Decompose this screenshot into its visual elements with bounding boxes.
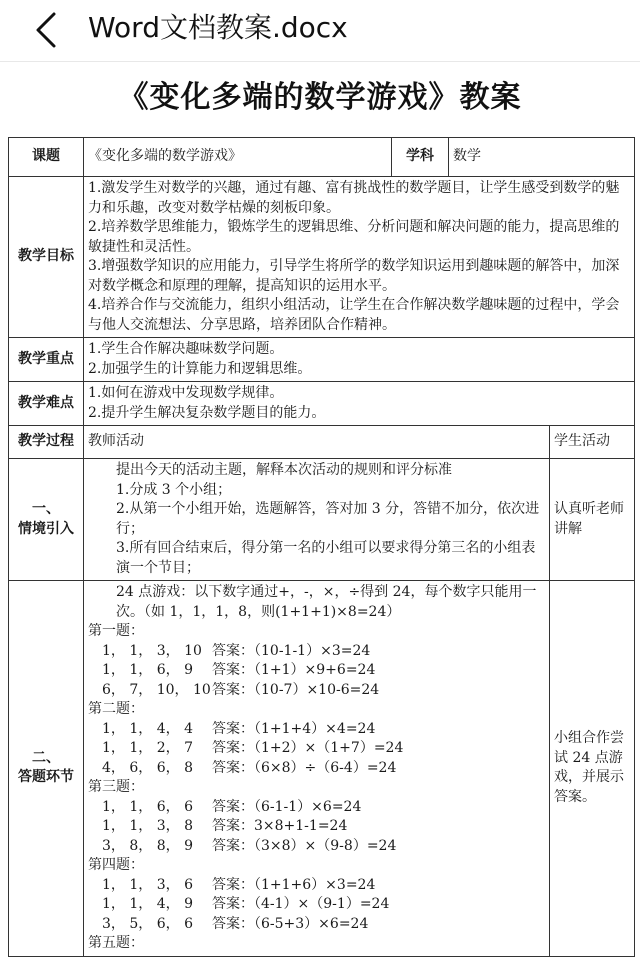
question-item [88, 817, 545, 837]
question-answer: 答案：（4-1）×（9-1）=24 [212, 896, 390, 912]
student-activity-header: 学生活动 [550, 426, 635, 459]
stage1-teacher-content [84, 459, 550, 581]
question-answer: 答案：（6×8）÷（6-4）=24 [212, 759, 397, 776]
question-answer: 答案：3×8+1-1=24 [212, 818, 348, 834]
topic-value: 《变化多端的数学游戏》 [84, 138, 392, 177]
stage1-intro: 提出今天的活动主题，解释本次活动的规则和评分标准 [116, 462, 452, 478]
question-answer: 答案：（6-5+3）×6=24 [212, 915, 369, 932]
difficulty-row [9, 382, 635, 426]
difficulty-label: 教学难点 [9, 382, 84, 426]
difficulty-content [84, 382, 635, 426]
stage2-student-content [550, 581, 635, 957]
goals-row [9, 177, 635, 338]
question-title: 第一题： [88, 623, 144, 639]
chevron-left-icon [26, 8, 70, 52]
stage2-name: 答题环节 [18, 769, 74, 786]
key-point-item: 1.学生合作解决趣味数学问题。 [88, 341, 284, 357]
key-point-item: 2.加强学生的计算能力和逻辑思维。 [88, 360, 312, 377]
stage1-student-text: 认真听老师讲解 [554, 501, 624, 537]
question-title: 第五题： [88, 935, 144, 951]
document-title: 《变化多端的数学游戏》教案 [118, 80, 522, 115]
question-answer: 答案：（10-7）×10-6=24 [212, 681, 380, 698]
question-numbers: 1， 1， 4， 9 [102, 896, 193, 912]
stage1-rule: 1.分成 3 个小组； [116, 481, 232, 498]
question-answer: 答案：（6-1-1）×6=24 [212, 798, 362, 815]
question-item [88, 681, 545, 701]
question-title: 第三题： [88, 779, 144, 795]
goal-item: 2.培养数学思维能力，锻炼学生的逻辑思维、分析问题和解决问题的能力，提高思维的敏捷性和灵活性。 [88, 219, 620, 255]
question-item [88, 759, 545, 779]
question-numbers: 1， 1， 6， 6 [102, 798, 193, 815]
question-answer: 答案：（1+1+6）×3=24 [212, 876, 376, 893]
question-numbers: 3， 8， 8， 9 [102, 837, 193, 854]
stage1-number: 一、 [32, 501, 60, 517]
stage1-student-content [550, 459, 635, 581]
stage2-teacher-content [84, 581, 550, 957]
question-numbers: 1， 1， 6， 9 [102, 662, 193, 678]
question-item [88, 720, 545, 740]
question-answer: 答案：（1+1）×9+6=24 [212, 662, 376, 678]
stage1-label [9, 459, 84, 581]
stage1-row [9, 459, 635, 581]
question-numbers: 1， 1， 3， 10 [102, 642, 202, 659]
key-points-label: 教学重点 [9, 338, 84, 382]
stage2-label [9, 581, 84, 957]
subject-label: 学科 [392, 138, 449, 177]
goals-content [84, 177, 635, 338]
question-answer: 答案：（10-1-1）×3=24 [212, 642, 371, 659]
question-numbers: 4， 6， 6， 8 [102, 759, 193, 776]
question-item [88, 895, 545, 915]
stage1-rule: 2.从第一个小组开始，选题解答，答对加 3 分，答错不加分，依次进行； [116, 501, 540, 537]
goal-item: 4.培养合作与交流能力，组织小组活动，让学生在合作解决数学趣味题的过程中，学会与他人交流想法、分享思路，培养团队合作精神。 [88, 297, 620, 333]
lesson-plan-table [8, 137, 635, 957]
back-button[interactable] [26, 8, 70, 52]
topic-label: 课题 [9, 138, 84, 177]
question-numbers: 1， 1， 2， 7 [102, 740, 193, 756]
difficulty-item: 1.如何在游戏中发现数学规律。 [88, 385, 284, 401]
question-numbers: 1， 1， 3， 6 [102, 876, 193, 893]
goal-item: 3.增强数学知识的应用能力，引导学生将所学的数学知识运用到趣味题的解答中，加深对数学概念和原理的理解，提高知识的运用水平。 [88, 258, 620, 294]
question-item [88, 661, 545, 681]
teacher-activity-header: 教师活动 [84, 426, 550, 459]
question-answer: 答案：（1+2）×（1+7）=24 [212, 740, 404, 756]
question-title: 第四题： [88, 857, 144, 873]
question-answer: 答案：（3×8）×（9-8）=24 [212, 837, 397, 854]
stage2-intro: 24 点游戏：以下数字通过+，-，×，÷得到 24，每个数字只能用一次。（如 1，1，1，8，则(1+1+1)×8=24） [116, 584, 537, 620]
key-points-content [84, 338, 635, 382]
question-item [88, 642, 545, 662]
process-header-row [9, 426, 635, 459]
stage2-row [9, 581, 635, 957]
topic-row [9, 138, 635, 177]
stage1-name: 情境引入 [18, 520, 74, 537]
question-answer: 答案：（1+1+4）×4=24 [212, 720, 376, 737]
stage2-number: 二、 [32, 749, 60, 766]
question-numbers: 3， 5， 6， 6 [102, 915, 193, 932]
question-numbers: 1， 1， 3， 8 [102, 818, 193, 834]
question-numbers: 1， 1， 4， 4 [102, 720, 193, 737]
question-item [88, 915, 545, 935]
goal-item: 1.激发学生对数学的兴趣，通过有趣、富有挑战性的数学题目，让学生感受到数学的魅力和乐趣，改变对数学枯燥的刻板印象。 [88, 180, 620, 216]
question-title: 第二题： [88, 701, 144, 717]
question-item [88, 739, 545, 759]
key-points-row [9, 338, 635, 382]
stage1-rule: 3.所有回合结束后，得分第一名的小组可以要求得分第三名的小组表演一个节目； [116, 540, 536, 576]
top-bar [0, 0, 640, 62]
difficulty-item: 2.提升学生解决复杂数学题目的能力。 [88, 404, 326, 421]
question-item [88, 837, 545, 857]
process-label: 教学过程 [9, 426, 84, 459]
question-item [88, 876, 545, 896]
goals-label: 教学目标 [9, 177, 84, 338]
subject-value: 数学 [449, 138, 635, 177]
stage2-student-text: 小组合作尝试 24 点游戏，并展示答案。 [554, 730, 624, 805]
file-title: Word文档教案.docx [88, 11, 348, 44]
question-numbers: 6， 7， 10， 10 [102, 681, 211, 698]
question-item [88, 798, 545, 818]
